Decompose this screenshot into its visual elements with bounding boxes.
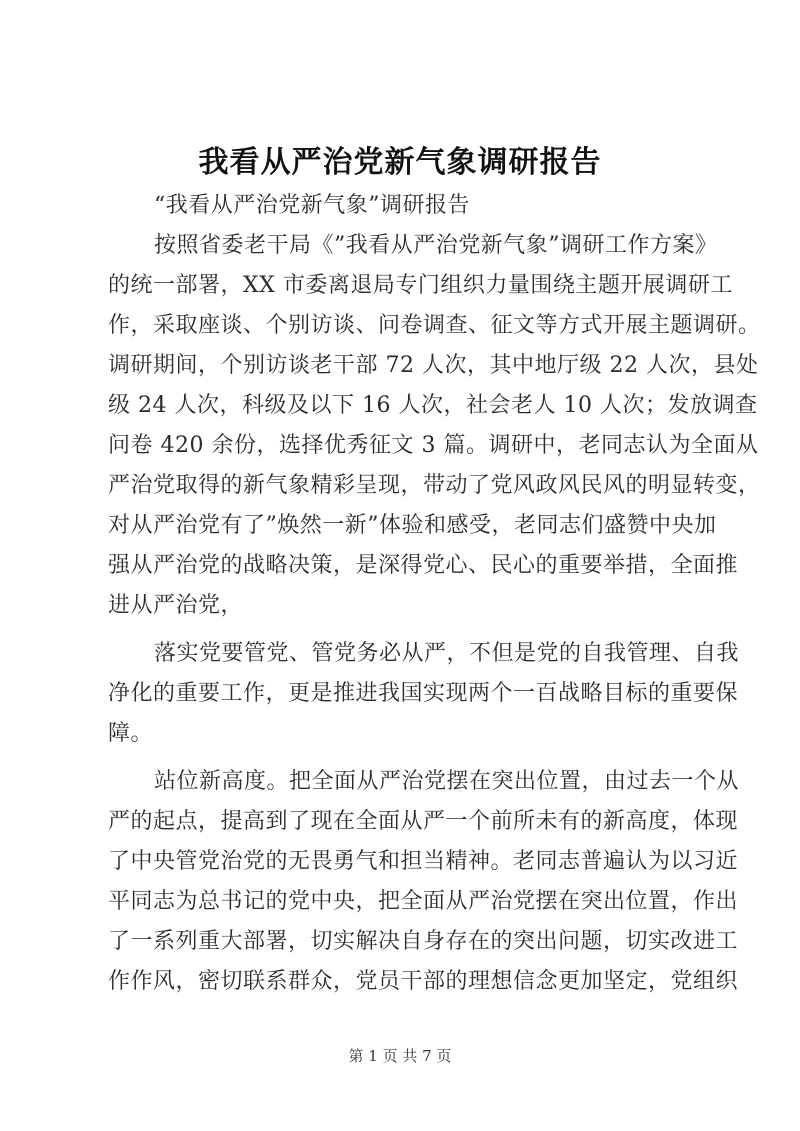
- paragraph-1: [108, 226, 761, 626]
- text-line: 净化的重要工作，更是推进我国实现两个一百战略目标的重要保: [108, 681, 739, 706]
- page-number-footer: 第 1 页 共 7 页: [348, 1047, 452, 1065]
- text-line: 进从严治党，: [108, 593, 244, 618]
- text-line: 严的起点，提高到了现在全面从严一个前所未有的新高度，体现: [108, 809, 739, 834]
- text-line: 站位新高度。把全面从严治党摆在突出位置，由过去一个从: [154, 769, 740, 794]
- text-line: 严治党取得的新气象精彩呈现，带动了党风政风民风的明显转变，: [108, 473, 761, 498]
- text-line: 调研期间，个别访谈老干部 72 人次，其中地厅级 22 人次，县处: [108, 353, 759, 378]
- paragraph-2: [108, 634, 740, 754]
- text-line: 对从严治党有了”焕然一新”体验和感受，老同志们盛赞中央加: [108, 513, 717, 538]
- document-title: 我看从严治党新气象调研报告: [198, 145, 602, 180]
- text-line: 的统一部署，XX 市委离退局专门组织力量围绕主题开展调研工: [108, 273, 733, 298]
- text-line: 平同志为总书记的党中央，把全面从严治党摆在突出位置，作出: [108, 889, 739, 914]
- document-body: [108, 186, 761, 1002]
- text-line: 了一系列重大部署，切实解决自身存在的突出问题，切实改进工: [108, 929, 739, 954]
- text-line: 障。: [108, 721, 154, 746]
- text-line: 按照省委老干局《”我看从严治党新气象”调研工作方案》: [154, 233, 718, 258]
- text-line: 问卷 420 余份，选择优秀征文 3 篇。调研中，老同志认为全面从: [108, 433, 759, 458]
- text-line: 作作风，密切联系群众，党员干部的理想信念更加坚定，党组织: [108, 969, 739, 994]
- text-line: 了中央管党治党的无畏勇气和担当精神。老同志普遍认为以习近: [108, 849, 739, 874]
- text-line: 作，采取座谈、个别访谈、问卷调查、征文等方式开展主题调研。: [108, 313, 761, 338]
- text-line: 级 24 人次，科级及以下 16 人次，社会老人 10 人次；发放调查: [108, 393, 758, 418]
- text-line: 强从严治党的战略决策，是深得党心、民心的重要举措，全面推: [108, 553, 739, 578]
- paragraph-3: [108, 762, 740, 1002]
- subtitle: “我看从严治党新气象”调研报告: [154, 193, 470, 218]
- text-line: 落实党要管党、管党务必从严，不但是党的自我管理、自我: [154, 641, 740, 666]
